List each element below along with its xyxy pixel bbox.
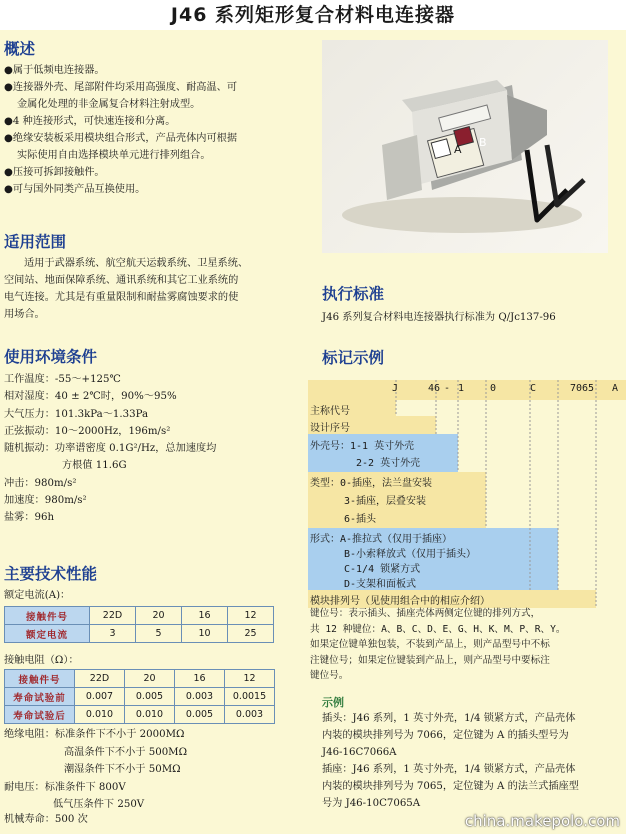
photo-label-b: B [479, 136, 487, 149]
scope-line: 空间站、地面保障系统、通讯系统和其它工业系统的 [4, 275, 239, 286]
key-position-note [310, 606, 624, 684]
photo-label-a: A [454, 143, 462, 156]
env-line: 冲击：980m/s² [4, 477, 77, 489]
table-cell: 10 [182, 625, 228, 643]
voltage-line: 耐电压：标准条件下 800V [4, 781, 126, 793]
overview-item [4, 181, 314, 198]
env-line: 方根值 11.6G [62, 460, 127, 472]
env-line: 随机振动：功率谱密度 0.1G²/Hz，总加速度均 [4, 443, 217, 455]
table-cell: 20 [136, 607, 182, 625]
table-cell: 25 [228, 625, 274, 643]
table-cell: 寿命试验前 [5, 688, 75, 706]
standard-heading: 执行标准 [322, 285, 385, 303]
marking-row: 3-插座，层叠安装 [344, 496, 427, 507]
overview-item-text: ●压接可拆卸接触件。 [4, 167, 105, 178]
resistance-label: 接触电阻（Ω）： [4, 655, 79, 666]
overview-item-text: ●绝缘安装板采用模块组合形式，产品壳体内可根据 [4, 133, 238, 144]
insulation-line: 高温条件下不小于 500MΩ [64, 746, 188, 758]
table-cell: 22D [75, 670, 125, 688]
scope-line: 用场合。 [4, 309, 45, 320]
marking-row: 模块排列号（见使用组合中的相应介绍） [310, 596, 490, 607]
overview-item [4, 113, 314, 130]
key-line: 键位号。 [310, 670, 349, 682]
overview-item-text-cont: 实际使用自由选择模块单元进行排列组合。 [17, 150, 211, 161]
overview-heading: 概述 [4, 40, 36, 58]
title-bar [0, 0, 626, 30]
tech-heading: 主要技术性能 [4, 565, 98, 583]
env-line: 工作温度：-55～+125℃ [4, 374, 121, 385]
example-block [322, 710, 618, 812]
insulation-line: 潮湿条件下不小于 50MΩ [64, 764, 181, 775]
marking-heading: 标记示例 [322, 349, 385, 367]
table-cell: 0.010 [125, 706, 175, 724]
standard-text: J46 系列复合材料电连接器执行标准为 Q/Jc137-96 [322, 312, 556, 323]
example-line: 内装的模块排列号为 7065，定位键为 A 的法兰式插座型 [322, 781, 579, 792]
overview-item [4, 130, 314, 164]
marking-row: 类型：0-插座，法兰盘安装 [310, 478, 433, 489]
insulation-block [4, 726, 187, 814]
env-line: 正弦振动：10～2000Hz，196m/s² [4, 425, 171, 437]
table-cell: 寿命试验后 [5, 706, 75, 724]
example-line: 号为 J46-10C7065A [322, 798, 421, 809]
env-line: 加速度：980m/s² [4, 495, 87, 507]
scope-line: 电气连接。尤其是有重量限制和耐盐雾腐蚀要求的使 [4, 292, 239, 303]
table-cell: 0.005 [125, 688, 175, 706]
table-row [5, 625, 274, 643]
example-line: 插头：J46 系列，1 英寸外壳，1/4 锁紧方式，产品壳体 [322, 713, 576, 724]
table-cell: 额定电流 [5, 625, 90, 643]
voltage-line: 低气压条件下 250V [53, 799, 145, 810]
table-row [5, 688, 275, 706]
overview-item-text-cont: 金属化处理的非金属复合材料注射成型。 [17, 99, 201, 110]
table-cell: 0.003 [175, 688, 225, 706]
code-part: C [530, 383, 537, 394]
code-part: J [392, 383, 399, 394]
code-part: 1 [458, 383, 465, 394]
current-label: 额定电流(A)： [4, 590, 71, 601]
env-line: 相对湿度：40 ± 2℃时，90%～95% [4, 391, 177, 403]
table-cell: 0.005 [175, 706, 225, 724]
table-cell: 3 [90, 625, 136, 643]
table-cell: 12 [228, 607, 274, 625]
table-cell: 0.0015 [225, 688, 275, 706]
table-cell: 接触件号 [5, 607, 90, 625]
overview-list [4, 62, 314, 198]
insulation-line: 绝缘电阻：标准条件下不小于 2000MΩ [4, 729, 185, 740]
scope-line: 适用于武器系统、航空航天运载系统、卫星系统、 [24, 258, 249, 269]
table-cell: 16 [182, 607, 228, 625]
code-part: - [444, 383, 451, 394]
mechanical-life: 机械寿命：500 次 [4, 814, 88, 825]
code-part: A [612, 383, 619, 394]
resistance-table [4, 669, 275, 724]
overview-item-text: ●连接器外壳、尾部附件均采用高强度、耐高温、可 [4, 82, 238, 93]
example-heading: 示例 [322, 696, 344, 709]
table-cell: 12 [225, 670, 275, 688]
marking-row: 设计序号 [310, 423, 350, 434]
key-line: 如果定位键单独包装，不装到产品上，则产品型号中不标 [310, 639, 550, 651]
env-line: 大气压力：101.3kPa～1.33Pa [4, 408, 149, 420]
marking-diagram [308, 380, 626, 608]
example-line: J46-16C7066A [322, 747, 397, 758]
code-part: 0 [490, 383, 497, 394]
watermark: china.makepolo.com [464, 812, 620, 830]
marking-row: 主称代号 [310, 406, 350, 417]
connector-illustration [322, 40, 608, 253]
marking-row: 形式：A-推拉式（仅用于插座） [310, 534, 453, 545]
table-cell: 0.007 [75, 688, 125, 706]
env-list [4, 371, 314, 527]
env-line: 盐雾：96h [4, 512, 55, 524]
overview-item-text: ●4 种连接形式，可快速连接和分离。 [4, 116, 176, 127]
table-row [5, 607, 274, 625]
table-cell: 接触件号 [5, 670, 75, 688]
marking-row: 6-插头 [344, 514, 377, 525]
overview-item-text: ●属于低频电连接器。 [4, 65, 105, 76]
overview-item [4, 62, 314, 79]
marking-row: D-支架和面板式 [344, 579, 417, 590]
overview-item [4, 164, 314, 181]
overview-item [4, 79, 314, 113]
table-cell: 5 [136, 625, 182, 643]
scope-text [4, 255, 314, 323]
table-row [5, 670, 275, 688]
key-line: 注键位号；如果定位键装到产品上，则产品型号中要标注 [310, 654, 550, 666]
key-line: 共 12 种键位：A、B、C、D、E、G、H、K、M、P、R、Y。 [310, 623, 566, 635]
product-photo [322, 40, 608, 253]
table-cell: 16 [175, 670, 225, 688]
env-heading: 使用环境条件 [4, 348, 98, 366]
table-cell: 0.010 [75, 706, 125, 724]
example-line: 插座：J46 系列，1 英寸外壳，1/4 锁紧方式，产品壳体 [322, 764, 576, 775]
marking-row: 外壳号：1-1 英寸外壳 [310, 441, 415, 452]
table-cell: 0.003 [225, 706, 275, 724]
marking-row: 2-2 英寸外壳 [356, 458, 421, 469]
table-cell: 20 [125, 670, 175, 688]
page-title: J46 系列矩形复合材料电连接器 [170, 4, 456, 26]
current-table [4, 606, 274, 643]
overview-item-text: ●可与国外同类产品互换使用。 [4, 184, 146, 195]
table-cell: 22D [90, 607, 136, 625]
code-part: 46 [428, 383, 441, 394]
code-part: 7065 [570, 383, 595, 394]
marking-row: B-小索释放式（仅用于插头） [344, 549, 477, 560]
key-line: 键位号：表示插头、插座壳体两侧定位键的排列方式， [310, 608, 541, 619]
example-line: 内装的模块排列号为 7066，定位键为 A 的插头型号为 [322, 730, 569, 741]
table-row [5, 706, 275, 724]
marking-row: C-1/4 锁紧方式 [344, 564, 421, 575]
scope-heading: 适用范围 [4, 233, 67, 251]
